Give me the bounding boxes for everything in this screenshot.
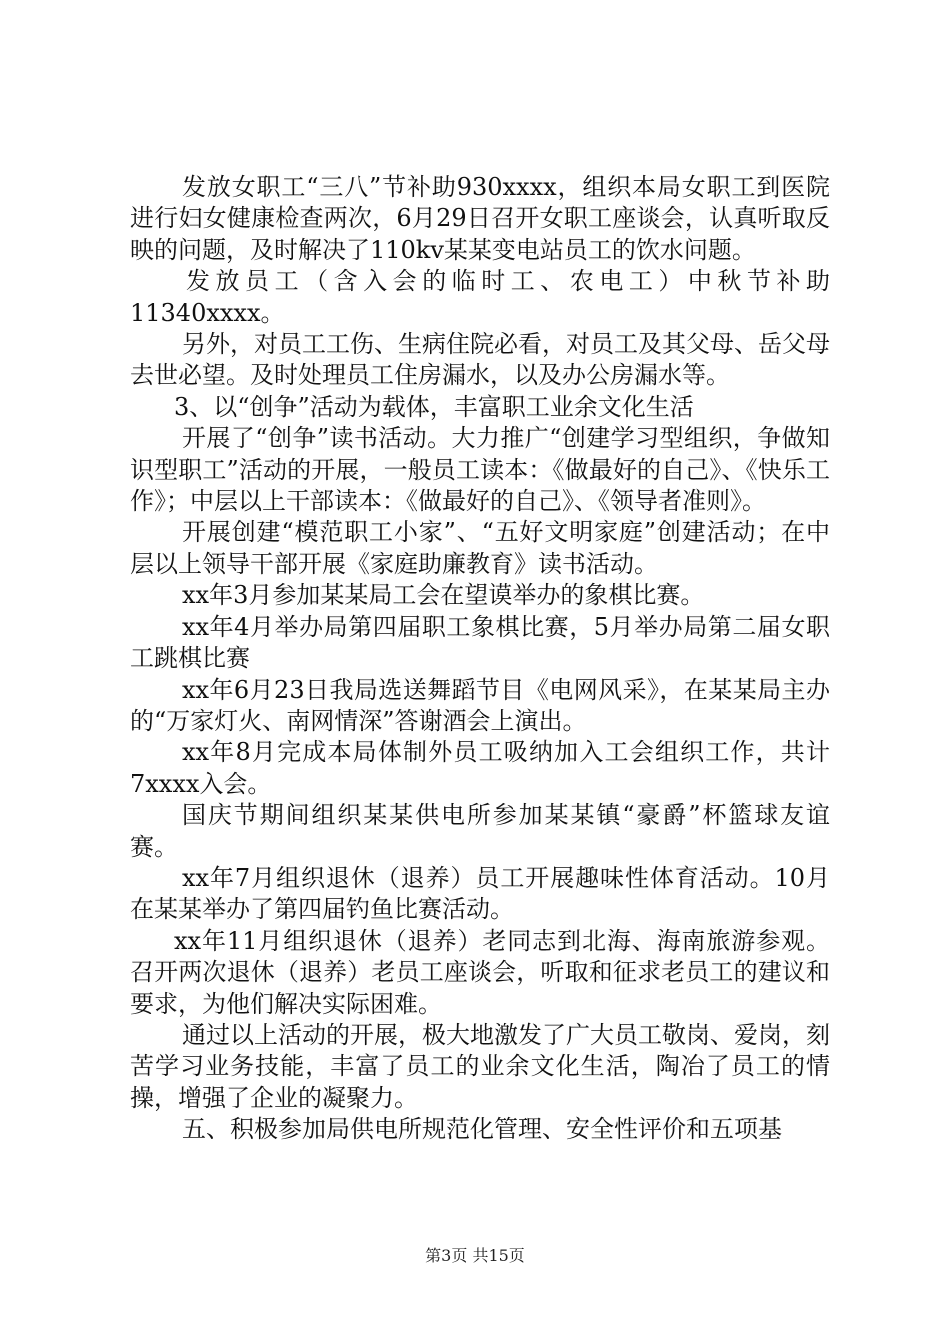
paragraph-chess-march: xx年3月参加某某局工会在望谟举办的象棋比赛。 <box>182 581 705 610</box>
section-heading-chuangzheng: 3、以“创争”活动为载体，丰富职工业余文化生活 <box>174 392 694 421</box>
paragraph-mid-autumn-subsidy: 发放员工（含入会的临时工、农电工）中秋节补助11340xxxx。 <box>130 267 830 327</box>
paragraph-chess-april: xx年4月举办局第四届职工象棋比赛，5月举办局第二届女职工跳棋比赛 <box>130 612 830 673</box>
paragraph-reading-activity: 开展了“创争”读书活动。大力推广“创建学习型组织，争做知识型职工”活动的开展，一般员工读本：《做最好的自己》、《快乐工作》；中层以上干部读本：《做最好的自己》、《领导者准则》。 <box>130 424 830 516</box>
paragraph-basketball: 国庆节期间组织某某供电所参加某某镇“豪爵”杯篮球友谊赛。 <box>130 801 830 861</box>
document-body <box>130 172 830 1146</box>
paragraph-womens-subsidy: 发放女职工“三八”节补助930xxxx，组织本局女职工到医院进行妇女健康检查两次，6月29日召开女职工座谈会，认真听取反映的问题，及时解决了110kv某某变电站员工的饮水问题。 <box>130 173 830 264</box>
section-heading-five: 五、积极参加局供电所规范化管理、安全性评价和五项基 <box>182 1115 782 1144</box>
paragraph-retiree-sports: xx年7月组织退休（退养）员工开展趣味性体育活动。10月在某某举办了第四届钓鱼比赛活动。 <box>130 863 830 924</box>
page-footer: 第3页 共15页 <box>425 1246 525 1265</box>
paragraph-union-august: xx年8月完成本局体制外员工吸纳加入工会组织工作，共计7xxxx入会。 <box>130 738 830 798</box>
paragraph-employee-care: 另外，对员工工伤、生病住院必看，对员工及其父母、岳父母去世必望。及时处理员工住房漏水，以及办公房漏水等。 <box>130 330 830 390</box>
paragraph-retiree-travel: xx年11月组织退休（退养）老同志到北海、海南旅游参观。召开两次退休（退养）老员工座谈会，听取和征求老员工的建议和要求，为他们解决实际困难。 <box>130 926 830 1018</box>
paragraph-dance-june: xx年6月23日我局选送舞蹈节目《电网风采》，在某某局主办的“万家灯火、南网情深”答谢酒会上演出。 <box>130 675 830 735</box>
paragraph-model-home: 开展创建“模范职工小家”、“五好文明家庭”创建活动；在中层以上领导干部开展《家庭助廉教育》读书活动。 <box>130 518 830 578</box>
paragraph-summary: 通过以上活动的开展，极大地激发了广大员工敬岗、爱岗，刻苦学习业务技能，丰富了员工的业余文化生活，陶冶了员工的情操，增强了企业的凝聚力。 <box>130 1020 830 1112</box>
